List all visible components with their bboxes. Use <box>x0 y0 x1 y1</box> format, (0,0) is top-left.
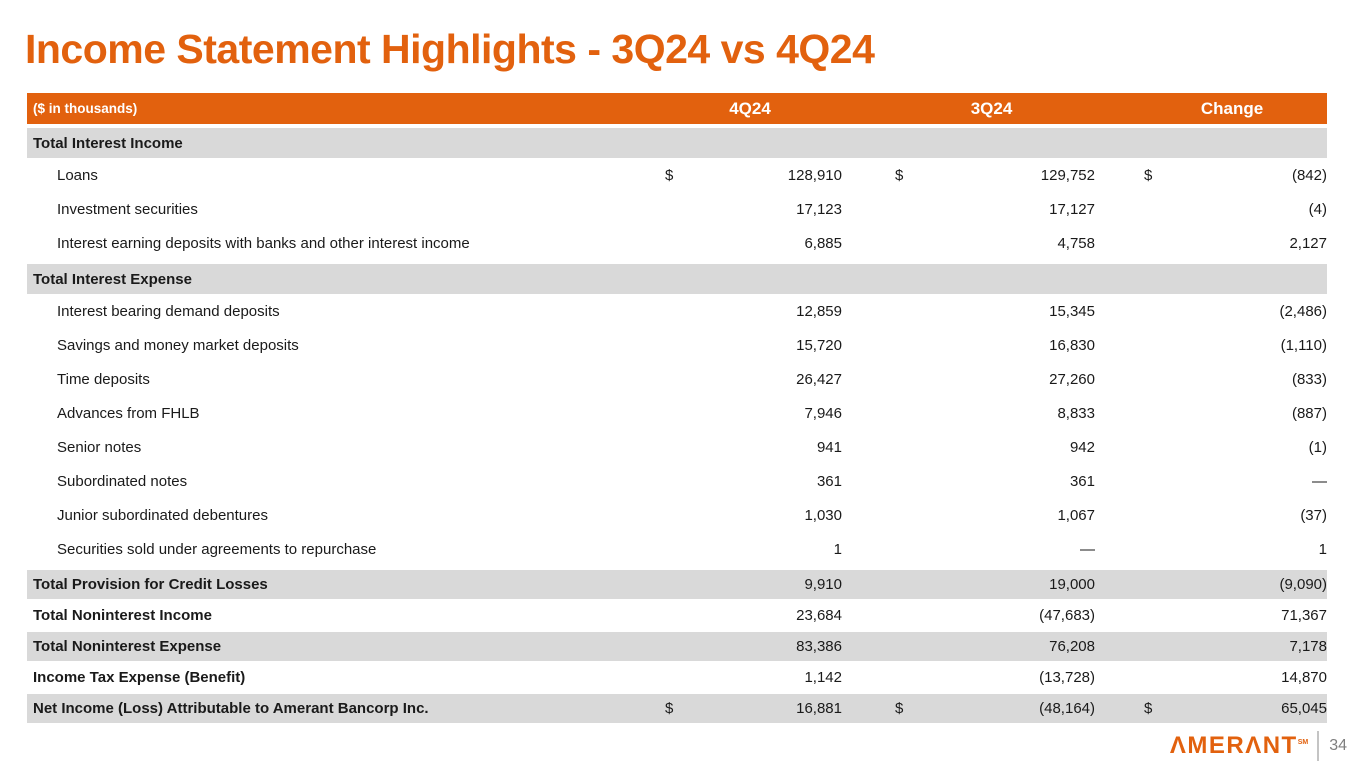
value-text: 361 <box>816 472 842 490</box>
value-cell <box>1137 405 1327 422</box>
page-title: Income Statement Highlights - 3Q24 vs 4Q24 <box>25 26 875 72</box>
value-text: 17,127 <box>1049 200 1095 218</box>
value-cell <box>888 700 1095 717</box>
value-cell <box>1137 371 1327 388</box>
value-text: 14,870 <box>1281 669 1327 686</box>
value-text: 1,142 <box>804 669 842 686</box>
value-text: (833) <box>1291 370 1327 388</box>
table-row <box>27 294 1327 328</box>
value-cell <box>658 167 842 184</box>
value-cell <box>1137 303 1327 320</box>
currency-symbol: $ <box>895 700 904 717</box>
table-row <box>27 396 1327 430</box>
table-row <box>27 192 1327 226</box>
value-text: 26,427 <box>796 370 842 388</box>
value-text: 128,910 <box>787 166 842 184</box>
value-text: (887) <box>1291 404 1327 422</box>
value-text: (4) <box>1308 200 1327 218</box>
amerant-logo <box>1170 734 1308 758</box>
value-cell <box>1137 439 1327 456</box>
value-cell <box>1137 576 1327 593</box>
value-text: 19,000 <box>1049 576 1095 593</box>
row-label: Interest earning deposits with banks and other interest income <box>57 234 470 252</box>
value-cell <box>658 669 842 686</box>
value-cell <box>1137 638 1327 655</box>
row-label: Total Noninterest Income <box>33 607 212 624</box>
table-body <box>27 128 1327 723</box>
value-text: 71,367 <box>1281 607 1327 624</box>
value-text: 4,758 <box>1057 234 1095 252</box>
value-text: 1,067 <box>1057 506 1095 524</box>
value-cell <box>1137 541 1327 558</box>
value-text: 1 <box>833 540 842 558</box>
amerant-logo-text: ΛMERΛNT <box>1169 732 1298 759</box>
value-cell <box>658 607 842 624</box>
value-text: 2,127 <box>1289 234 1327 252</box>
value-text: (842) <box>1291 166 1327 184</box>
value-text: 941 <box>816 438 842 456</box>
total-row <box>27 570 1327 599</box>
value-cell <box>1137 337 1327 354</box>
value-text: 23,684 <box>796 607 842 624</box>
row-label: Securities sold under agreements to repurchase <box>57 540 377 558</box>
amerant-logo-sm: SM <box>1297 739 1309 746</box>
total-row <box>27 692 1327 723</box>
column-header-4q24: 4Q24 <box>729 98 771 118</box>
column-header-3q24: 3Q24 <box>970 98 1013 118</box>
value-cell <box>1137 700 1327 717</box>
value-text: 6,885 <box>804 234 842 252</box>
row-label: Total Noninterest Expense <box>33 638 222 655</box>
value-cell <box>1137 607 1327 624</box>
table-row <box>27 498 1327 532</box>
value-cell <box>1137 669 1327 686</box>
value-cell <box>658 541 842 558</box>
value-cell <box>888 167 1095 184</box>
value-cell <box>888 201 1095 218</box>
row-label: Total Provision for Credit Losses <box>33 576 268 593</box>
value-text: 76,208 <box>1049 638 1095 655</box>
row-label: Subordinated notes <box>57 472 188 490</box>
section-header-row <box>27 128 1327 158</box>
value-cell <box>888 303 1095 320</box>
page-number: 34 <box>1329 737 1347 754</box>
value-text: — <box>1312 472 1327 490</box>
value-cell <box>1137 167 1327 184</box>
footer-divider <box>1317 731 1319 761</box>
total-row <box>27 630 1327 661</box>
value-cell <box>888 541 1095 558</box>
value-cell <box>888 405 1095 422</box>
footer <box>1170 731 1347 761</box>
row-label: Income Tax Expense (Benefit) <box>33 669 246 686</box>
value-cell <box>658 576 842 593</box>
value-cell <box>658 235 842 252</box>
value-text: 15,345 <box>1049 302 1095 320</box>
value-cell <box>658 700 842 717</box>
row-label: Time deposits <box>57 370 150 388</box>
currency-symbol: $ <box>1144 700 1153 717</box>
value-cell <box>888 439 1095 456</box>
row-label: Interest bearing demand deposits <box>57 302 280 320</box>
row-label: Loans <box>57 166 98 184</box>
value-cell <box>658 507 842 524</box>
value-cell <box>888 235 1095 252</box>
value-text: 361 <box>1069 472 1095 490</box>
value-text: (1) <box>1308 438 1327 456</box>
value-cell <box>888 638 1095 655</box>
value-cell <box>658 405 842 422</box>
value-text: 15,720 <box>796 336 842 354</box>
value-cell <box>658 337 842 354</box>
row-label: Total Interest Expense <box>33 270 192 288</box>
table-row <box>27 226 1327 260</box>
value-text: 83,386 <box>796 638 842 655</box>
value-cell <box>1137 235 1327 252</box>
units-label: ($ in thousands) <box>33 101 138 116</box>
value-text: 129,752 <box>1040 166 1095 184</box>
currency-symbol: $ <box>895 166 904 184</box>
value-cell <box>658 201 842 218</box>
value-text: 16,881 <box>796 700 842 717</box>
value-text: 9,910 <box>804 576 842 593</box>
value-text: 942 <box>1069 438 1095 456</box>
row-label: Junior subordinated debentures <box>57 506 268 524</box>
total-row <box>27 661 1327 692</box>
table-header-row <box>27 93 1327 124</box>
table-row <box>27 362 1327 396</box>
value-text: 27,260 <box>1049 370 1095 388</box>
currency-symbol: $ <box>1144 166 1153 184</box>
row-label: Investment securities <box>57 200 198 218</box>
value-text: 12,859 <box>796 302 842 320</box>
value-text: 7,946 <box>804 404 842 422</box>
value-cell <box>888 669 1095 686</box>
value-text: 65,045 <box>1281 700 1327 717</box>
value-cell <box>658 473 842 490</box>
value-text: (47,683) <box>1039 607 1095 624</box>
value-cell <box>888 576 1095 593</box>
value-text: (9,090) <box>1279 576 1327 593</box>
value-text: (37) <box>1300 506 1327 524</box>
row-label: Net Income (Loss) Attributable to Amerant Bancorp Inc. <box>33 700 429 717</box>
value-text: (2,486) <box>1279 302 1327 320</box>
value-cell <box>658 371 842 388</box>
total-row <box>27 599 1327 630</box>
value-text: (48,164) <box>1039 700 1095 717</box>
value-text: 1,030 <box>804 506 842 524</box>
section-header-row <box>27 264 1327 294</box>
value-text: (13,728) <box>1039 669 1095 686</box>
table-row <box>27 328 1327 362</box>
table-row <box>27 158 1327 192</box>
value-text: 16,830 <box>1049 336 1095 354</box>
currency-symbol: $ <box>665 166 674 184</box>
value-cell <box>888 607 1095 624</box>
row-label: Total Interest Income <box>33 134 183 152</box>
value-text: 17,123 <box>796 200 842 218</box>
row-label: Advances from FHLB <box>57 404 200 422</box>
income-statement-table <box>27 93 1327 723</box>
row-label: Savings and money market deposits <box>57 336 299 354</box>
value-cell <box>888 507 1095 524</box>
table-row <box>27 430 1327 464</box>
value-cell <box>1137 507 1327 524</box>
value-cell <box>1137 201 1327 218</box>
row-label: Senior notes <box>57 438 142 456</box>
value-cell <box>658 638 842 655</box>
value-cell <box>658 303 842 320</box>
value-text: 8,833 <box>1057 404 1095 422</box>
table-row <box>27 464 1327 498</box>
value-cell <box>658 439 842 456</box>
value-text: 7,178 <box>1289 638 1327 655</box>
currency-symbol: $ <box>665 700 674 717</box>
value-text: — <box>1080 540 1095 558</box>
value-cell <box>888 371 1095 388</box>
value-text: 1 <box>1318 540 1327 558</box>
column-header-change: Change <box>1200 98 1264 118</box>
value-text: (1,110) <box>1280 336 1327 354</box>
value-cell <box>888 473 1095 490</box>
table-row <box>27 532 1327 566</box>
value-cell <box>1137 473 1327 490</box>
value-cell <box>888 337 1095 354</box>
